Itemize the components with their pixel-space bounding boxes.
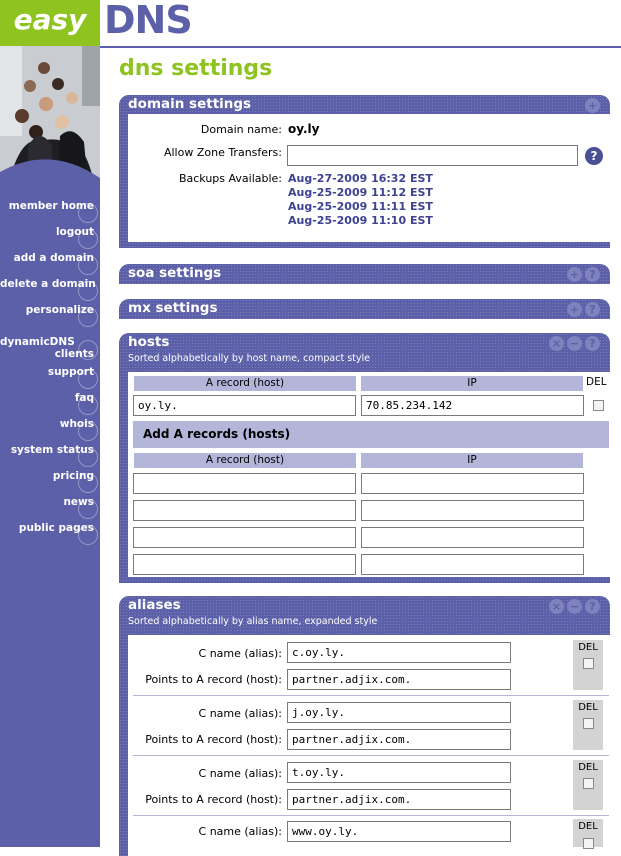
new-host-name-input[interactable] bbox=[133, 554, 356, 575]
nav-circle-icon bbox=[78, 255, 98, 275]
panel-subtitle: Sorted alphabetically by host name, compact style bbox=[128, 353, 370, 364]
del-label: DEL bbox=[578, 702, 598, 713]
nav-label-line1: dynamicDNS bbox=[0, 336, 75, 348]
cname-label: C name (alias): bbox=[198, 825, 282, 838]
close-icon[interactable]: × bbox=[549, 336, 564, 351]
help-icon[interactable]: ? bbox=[585, 302, 600, 317]
logo-easy: easy bbox=[0, 0, 100, 46]
nav-label: add a domain bbox=[13, 252, 94, 264]
col-header-a-record: A record (host) bbox=[134, 453, 356, 468]
delete-checkbox[interactable] bbox=[583, 658, 594, 669]
nav-label: news bbox=[63, 496, 94, 508]
points-to-input[interactable] bbox=[287, 789, 511, 810]
host-ip-input[interactable] bbox=[361, 395, 584, 416]
nav-label: delete a domain bbox=[0, 278, 96, 290]
backups-label: Backups Available: bbox=[178, 172, 282, 185]
nav-circle-icon bbox=[78, 307, 98, 327]
expand-icon[interactable]: + bbox=[585, 98, 600, 113]
nav-label: personalize bbox=[25, 304, 94, 316]
nav-public-pages[interactable] bbox=[0, 522, 100, 548]
panel-title: hosts bbox=[128, 334, 170, 350]
zone-transfers-label: Allow Zone Transfers: bbox=[163, 146, 282, 159]
new-host-name-input[interactable] bbox=[133, 527, 356, 548]
nav-whois[interactable] bbox=[0, 418, 100, 444]
nav-support[interactable] bbox=[0, 366, 100, 392]
nav-circle-icon bbox=[78, 447, 98, 467]
aliases-panel bbox=[119, 596, 610, 856]
help-icon[interactable]: ? bbox=[585, 267, 600, 282]
new-host-ip-input[interactable] bbox=[361, 554, 584, 575]
backup-link[interactable]: Aug-25-2009 11:11 EST bbox=[288, 200, 433, 213]
nav-label: logout bbox=[55, 226, 94, 238]
cname-input[interactable] bbox=[287, 762, 511, 783]
nav-label: public pages bbox=[18, 522, 94, 534]
host-name-input[interactable] bbox=[133, 395, 356, 416]
backup-link[interactable]: Aug-25-2009 11:10 EST bbox=[288, 214, 433, 227]
cname-label: C name (alias): bbox=[198, 767, 282, 780]
panel-title: soa settings bbox=[128, 265, 222, 281]
nav-faq[interactable] bbox=[0, 392, 100, 418]
help-icon[interactable]: ? bbox=[585, 599, 600, 614]
del-label: DEL bbox=[578, 642, 598, 653]
header bbox=[100, 0, 621, 48]
nav-label: system status bbox=[10, 444, 94, 456]
cname-input[interactable] bbox=[287, 702, 511, 723]
logo-dns: DNS bbox=[104, 0, 192, 42]
col-header-ip: IP bbox=[361, 453, 583, 468]
delete-checkbox[interactable] bbox=[593, 400, 604, 411]
nav-circle-icon bbox=[78, 340, 98, 360]
new-host-ip-input[interactable] bbox=[361, 527, 584, 548]
nav-news[interactable] bbox=[0, 496, 100, 522]
nav-add-domain[interactable] bbox=[0, 252, 100, 278]
col-header-ip: IP bbox=[361, 376, 583, 391]
nav-label: pricing bbox=[52, 470, 94, 482]
left-sidebar bbox=[0, 0, 100, 847]
new-host-ip-input[interactable] bbox=[361, 473, 584, 494]
row-divider bbox=[133, 815, 609, 816]
row-divider bbox=[133, 755, 609, 756]
cname-label: C name (alias): bbox=[198, 707, 282, 720]
row-divider bbox=[133, 695, 609, 696]
people-photo-graphic bbox=[0, 46, 100, 186]
cname-input[interactable] bbox=[287, 642, 511, 663]
help-icon[interactable]: ? bbox=[585, 336, 600, 351]
delete-checkbox[interactable] bbox=[583, 838, 594, 849]
left-nav bbox=[0, 200, 100, 548]
del-label: DEL bbox=[578, 821, 598, 832]
new-host-name-input[interactable] bbox=[133, 500, 356, 521]
points-to-label: Points to A record (host): bbox=[145, 733, 282, 746]
nav-logout[interactable] bbox=[0, 226, 100, 252]
nav-circle-icon bbox=[78, 369, 98, 389]
add-hosts-header bbox=[133, 421, 609, 448]
nav-circle-icon bbox=[78, 203, 98, 223]
cname-input[interactable] bbox=[287, 821, 511, 842]
domain-name-label: Domain name: bbox=[200, 123, 282, 136]
new-host-name-input[interactable] bbox=[133, 473, 356, 494]
zone-transfers-input[interactable] bbox=[287, 145, 578, 166]
cname-label: C name (alias): bbox=[198, 647, 282, 660]
page-title: dns settings bbox=[119, 56, 273, 81]
help-icon[interactable]: ? bbox=[585, 147, 603, 165]
nav-label-line2: clients bbox=[54, 348, 94, 360]
nav-circle-icon bbox=[78, 395, 98, 415]
nav-personalize[interactable] bbox=[0, 304, 100, 330]
nav-label: faq bbox=[74, 392, 94, 404]
nav-pricing[interactable] bbox=[0, 470, 100, 496]
delete-checkbox[interactable] bbox=[583, 778, 594, 789]
close-icon[interactable]: × bbox=[549, 599, 564, 614]
nav-circle-icon bbox=[78, 229, 98, 249]
collapse-icon[interactable]: − bbox=[567, 336, 582, 351]
nav-label: support bbox=[47, 366, 94, 378]
people-photo bbox=[0, 46, 100, 186]
soa-settings-panel[interactable] bbox=[119, 264, 610, 284]
expand-icon[interactable]: + bbox=[567, 267, 582, 282]
nav-member-home[interactable] bbox=[0, 200, 100, 226]
col-header-del: DEL bbox=[586, 376, 607, 388]
mx-settings-panel[interactable] bbox=[119, 299, 610, 319]
nav-label: whois bbox=[59, 418, 94, 430]
panel-title: domain settings bbox=[128, 96, 252, 112]
points-to-label: Points to A record (host): bbox=[145, 793, 282, 806]
points-to-input[interactable] bbox=[287, 729, 511, 750]
panel-title: aliases bbox=[128, 597, 181, 613]
nav-label: member home bbox=[8, 200, 94, 212]
add-hosts-header-label: Add A records (hosts) bbox=[143, 427, 291, 441]
nav-circle-icon bbox=[78, 281, 98, 301]
new-host-ip-input[interactable] bbox=[361, 500, 584, 521]
nav-dynamicdns-clients[interactable] bbox=[0, 330, 100, 366]
nav-circle-icon bbox=[78, 525, 98, 545]
backup-link[interactable]: Aug-25-2009 11:12 EST bbox=[288, 186, 433, 199]
del-label: DEL bbox=[578, 762, 598, 773]
col-header-a-record: A record (host) bbox=[134, 376, 356, 391]
nav-circle-icon bbox=[78, 499, 98, 519]
points-to-input[interactable] bbox=[287, 669, 511, 690]
nav-delete-domain[interactable] bbox=[0, 278, 100, 304]
nav-system-status[interactable] bbox=[0, 444, 100, 470]
expand-icon[interactable]: + bbox=[567, 302, 582, 317]
points-to-label: Points to A record (host): bbox=[145, 673, 282, 686]
delete-checkbox[interactable] bbox=[583, 718, 594, 729]
panel-title: mx settings bbox=[128, 300, 218, 316]
nav-circle-icon bbox=[78, 421, 98, 441]
collapse-icon[interactable]: − bbox=[567, 599, 582, 614]
nav-circle-icon bbox=[78, 473, 98, 493]
domain-name-value: oy.ly bbox=[288, 122, 320, 136]
panel-subtitle: Sorted alphabetically by alias name, expanded style bbox=[128, 616, 378, 627]
backup-link[interactable]: Aug-27-2009 16:32 EST bbox=[288, 172, 433, 185]
